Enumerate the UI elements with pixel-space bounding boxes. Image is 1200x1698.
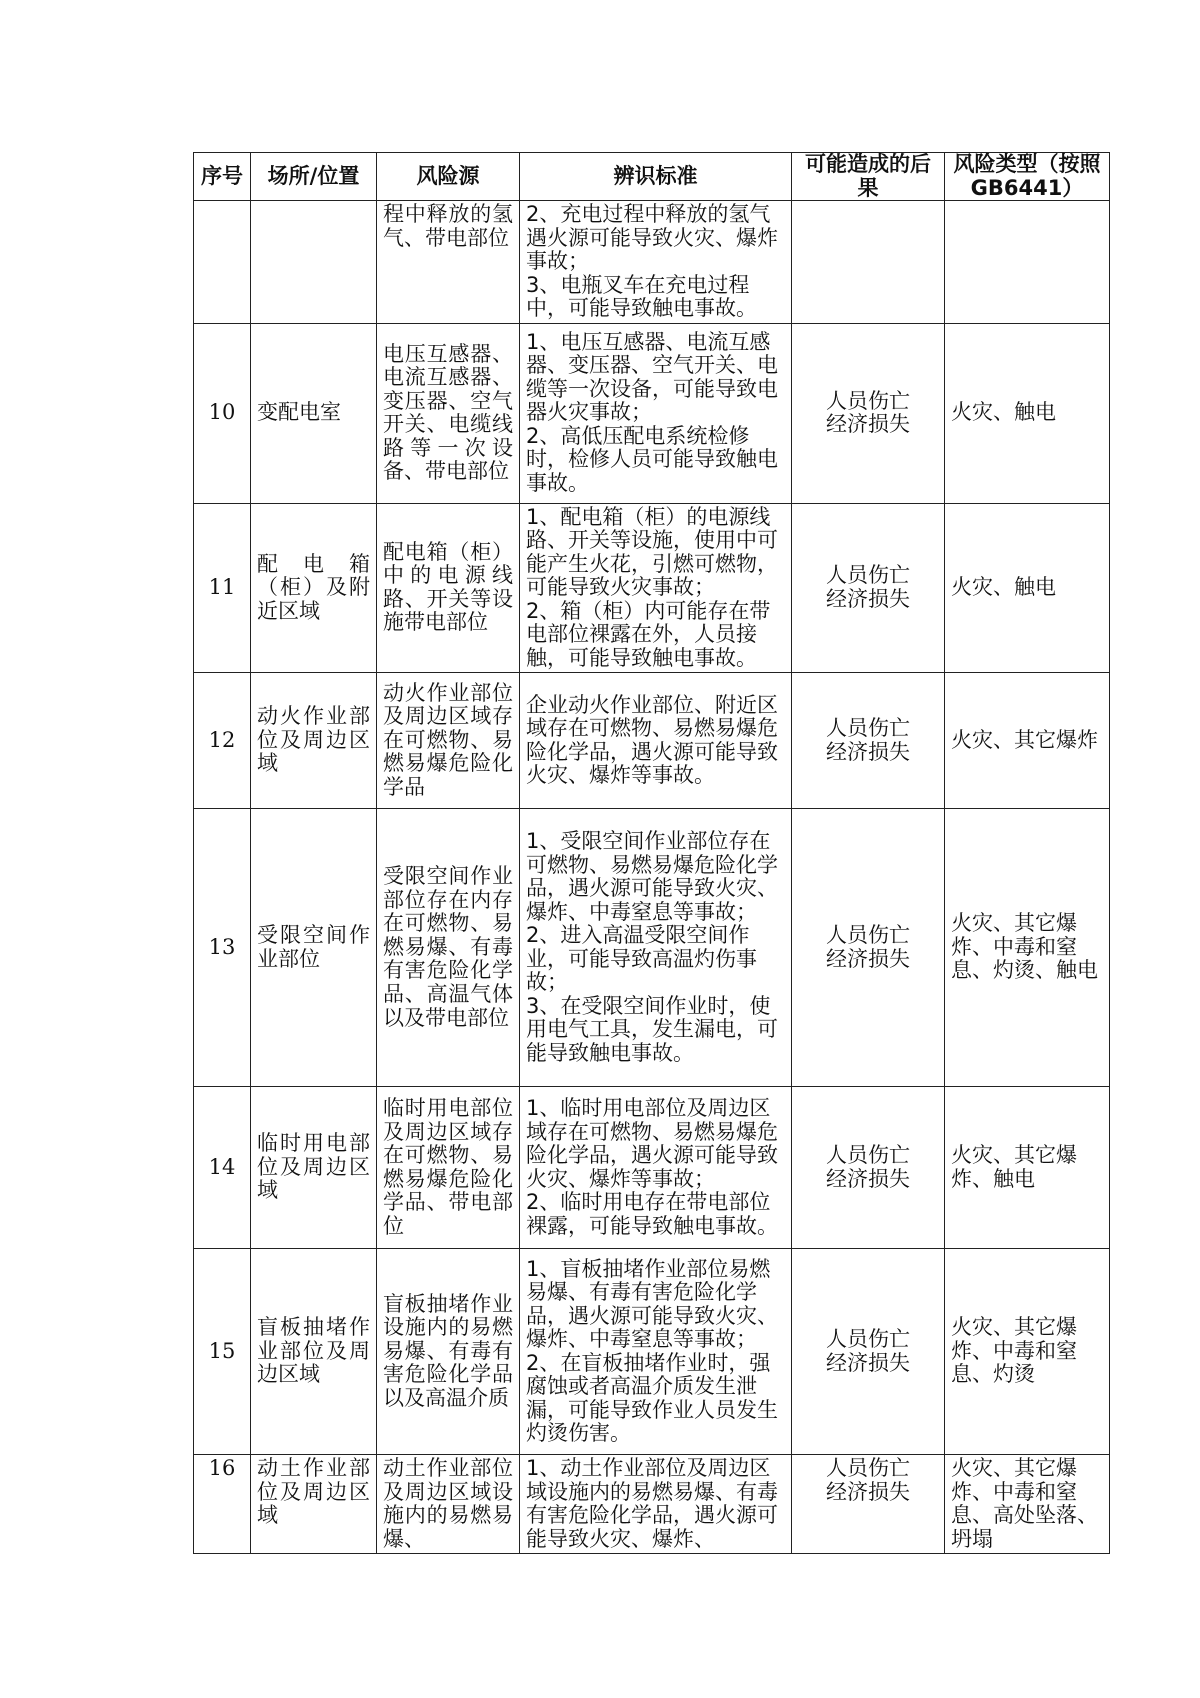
row-seq: 13 bbox=[194, 809, 251, 1087]
criteria-item: 2、临时用电存在带电部位裸露，可能导致触电事故。 bbox=[526, 1190, 778, 1238]
consequence-item: 人员伤亡 bbox=[826, 716, 910, 741]
table-row bbox=[194, 1249, 1110, 1455]
criteria-item: 1、动土作业部位及周边区域设施内的易燃易爆、有毒有害危险化学品，遇火源可能导致火灾、爆炸、 bbox=[526, 1456, 778, 1551]
table-row bbox=[194, 673, 1110, 809]
row-seq: 14 bbox=[194, 1087, 251, 1249]
consequence-item: 人员伤亡 bbox=[826, 923, 910, 948]
consequence-item: 人员伤亡 bbox=[826, 1456, 910, 1481]
consequence-item: 经济损失 bbox=[826, 739, 910, 764]
row-source: 配电箱（柜）中的电源线路、开关等设施带电部位 bbox=[377, 503, 520, 673]
risk-identification-table bbox=[193, 152, 1110, 1554]
row-seq: 16 bbox=[194, 1455, 251, 1554]
row-source: 动火作业部位及周边区域存在可燃物、易燃易爆危险化学品 bbox=[377, 673, 520, 809]
consequence-item: 经济损失 bbox=[826, 1166, 910, 1191]
row-consequence bbox=[792, 809, 945, 1087]
consequence-item: 经济损失 bbox=[826, 586, 910, 611]
row-consequence bbox=[792, 673, 945, 809]
criteria-item: 1、盲板抽堵作业部位易燃易爆、有毒有害危险化学品，遇火源可能导致火灾、爆炸、中毒窒息等事故； bbox=[526, 1256, 778, 1352]
consequence-item: 人员伤亡 bbox=[826, 563, 910, 588]
row-criteria bbox=[520, 323, 792, 503]
row-place: 盲板抽堵作业部位及周边区域 bbox=[251, 1249, 377, 1455]
row-risk-type: 火灾、其它爆炸、中毒和窒息、灼烫 bbox=[945, 1249, 1110, 1455]
row-risk-type bbox=[945, 201, 1110, 324]
consequence-item: 人员伤亡 bbox=[826, 1327, 910, 1352]
row-place: 变配电室 bbox=[251, 323, 377, 503]
table-row bbox=[194, 201, 1110, 324]
consequence-item: 经济损失 bbox=[826, 1350, 910, 1375]
criteria-item: 企业动火作业部位、附近区域存在可燃物、易燃易爆危险化学品，遇火源可能导致火灾、爆炸等事故。 bbox=[526, 692, 778, 788]
table-row bbox=[194, 809, 1110, 1087]
row-consequence bbox=[792, 1455, 945, 1554]
consequence-item: 人员伤亡 bbox=[826, 388, 910, 413]
row-risk-type: 火灾、其它爆炸 bbox=[945, 673, 1110, 809]
row-criteria bbox=[520, 1249, 792, 1455]
criteria-item: 3、在受限空间作业时，使用电气工具，发生漏电，可能导致触电事故。 bbox=[526, 993, 778, 1065]
consequence-item: 人员伤亡 bbox=[826, 1143, 910, 1168]
table-row bbox=[194, 503, 1110, 673]
row-seq: 11 bbox=[194, 503, 251, 673]
row-consequence bbox=[792, 323, 945, 503]
header-consequence: 可能造成的后果 bbox=[792, 153, 945, 201]
table-row bbox=[194, 1455, 1110, 1554]
row-place: 配电箱（柜）及附近区域 bbox=[251, 503, 377, 673]
row-consequence bbox=[792, 201, 945, 324]
consequence-item: 经济损失 bbox=[826, 946, 910, 971]
row-seq: 12 bbox=[194, 673, 251, 809]
row-source: 受限空间作业部位存在内存在可燃物、易燃易爆、有毒有害危险化学品、高温气体以及带电部位 bbox=[377, 809, 520, 1087]
row-source: 电压互感器、电流互感器、变压器、空气开关、电缆线路等一次设备、带电部位 bbox=[377, 323, 520, 503]
row-criteria bbox=[520, 503, 792, 673]
row-consequence bbox=[792, 1087, 945, 1249]
row-seq: 15 bbox=[194, 1249, 251, 1455]
table-row bbox=[194, 1087, 1110, 1249]
row-risk-type: 火灾、触电 bbox=[945, 503, 1110, 673]
row-seq: 10 bbox=[194, 323, 251, 503]
header-source: 风险源 bbox=[377, 153, 520, 201]
criteria-item: 2、箱（柜）内可能存在带电部位裸露在外，人员接触，可能导致触电事故。 bbox=[526, 598, 771, 670]
criteria-item: 2、进入高温受限空间作业，可能导致高温灼伤事故； bbox=[526, 923, 757, 995]
row-place: 动火作业部位及周边区域 bbox=[251, 673, 377, 809]
criteria-item: 1、电压互感器、电流互感器、变压器、空气开关、电缆等一次设备，可能导致电器火灾事故； bbox=[526, 329, 778, 425]
criteria-item: 3、电瓶叉车在充电过程中，可能导致触电事故。 bbox=[526, 272, 757, 321]
row-seq bbox=[194, 201, 251, 324]
header-type: 风险类型（按照GB6441） bbox=[945, 153, 1110, 201]
criteria-item: 2、高低压配电系统检修时，检修人员可能导致触电事故。 bbox=[526, 423, 778, 495]
criteria-item: 1、临时用电部位及周边区域存在可燃物、易燃易爆危险化学品，遇火源可能导致火灾、爆炸等事故； bbox=[526, 1096, 778, 1191]
row-criteria bbox=[520, 201, 792, 324]
row-criteria bbox=[520, 809, 792, 1087]
header-seq: 序号 bbox=[194, 153, 251, 201]
row-criteria bbox=[520, 1455, 792, 1554]
row-consequence bbox=[792, 1249, 945, 1455]
row-risk-type: 火灾、触电 bbox=[945, 323, 1110, 503]
consequence-item: 经济损失 bbox=[826, 412, 910, 437]
row-source: 动土作业部位及周边区域设施内的易燃易爆、 bbox=[377, 1455, 520, 1554]
row-criteria bbox=[520, 673, 792, 809]
row-risk-type: 火灾、其它爆炸、中毒和窒息、灼烫、触电 bbox=[945, 809, 1110, 1087]
criteria-item: 1、受限空间作业部位存在可燃物、易燃易爆危险化学品，遇火源可能导致火灾、爆炸、中毒窒息等事故； bbox=[526, 829, 778, 924]
criteria-item: 2、充电过程中释放的氢气遇火源可能导致火灾、爆炸事故； bbox=[526, 202, 778, 274]
table-row bbox=[194, 323, 1110, 503]
row-place bbox=[251, 201, 377, 324]
row-place: 动土作业部位及周边区域 bbox=[251, 1455, 377, 1554]
header-criteria: 辨识标准 bbox=[520, 153, 792, 201]
header-place: 场所/位置 bbox=[251, 153, 377, 201]
row-criteria bbox=[520, 1087, 792, 1249]
consequence-item: 经济损失 bbox=[826, 1479, 910, 1504]
row-consequence bbox=[792, 503, 945, 673]
criteria-item: 2、在盲板抽堵作业时，强腐蚀或者高温介质发生泄漏，可能导致作业人员发生灼烫伤害。 bbox=[526, 1350, 778, 1446]
header-row bbox=[194, 153, 1110, 201]
row-place: 受限空间作业部位 bbox=[251, 809, 377, 1087]
criteria-item: 1、配电箱（柜）的电源线路、开关等设施，使用中可能产生火花，引燃可燃物，可能导致火灾事故； bbox=[526, 504, 778, 600]
row-source: 临时用电部位及周边区域存在可燃物、易燃易爆危险化学品、带电部位 bbox=[377, 1087, 520, 1249]
row-source: 程中释放的氢气、带电部位 bbox=[377, 201, 520, 324]
row-risk-type: 火灾、其它爆炸、触电 bbox=[945, 1087, 1110, 1249]
row-source: 盲板抽堵作业设施内的易燃易爆、有毒有害危险化学品以及高温介质 bbox=[377, 1249, 520, 1455]
row-place: 临时用电部位及周边区域 bbox=[251, 1087, 377, 1249]
row-risk-type: 火灾、其它爆炸、中毒和窒息、高处坠落、坍塌 bbox=[945, 1455, 1110, 1554]
